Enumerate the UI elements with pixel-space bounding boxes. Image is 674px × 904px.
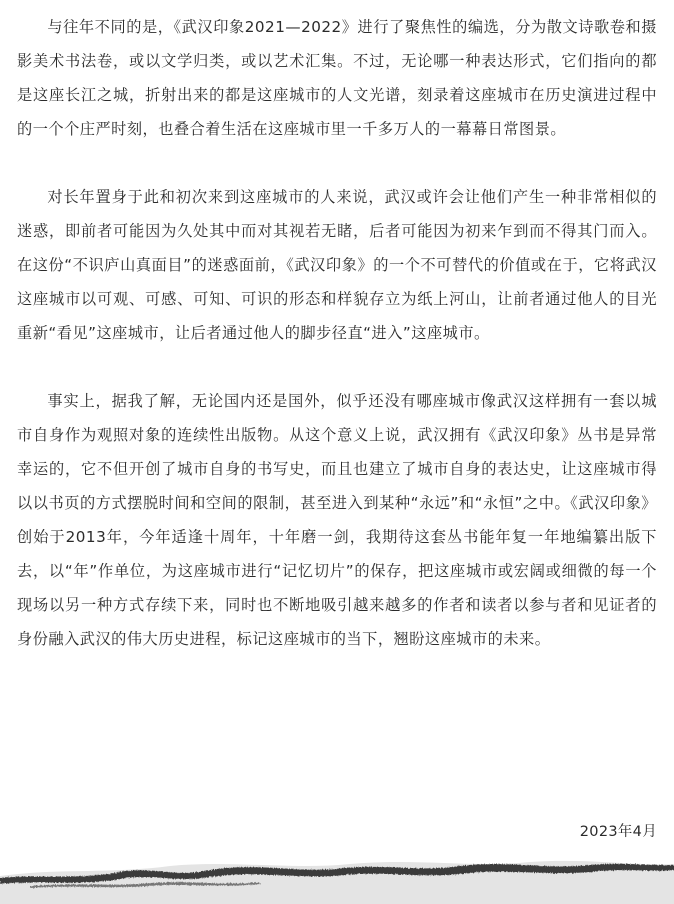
date-line: 2023年4月 bbox=[579, 824, 657, 840]
article-body bbox=[17, 10, 657, 656]
ink-brush-divider bbox=[0, 856, 674, 904]
paragraph-2: 对长年置身于此和初次来到这座城市的人来说，武汉或许会让他们产生一种非常相似的迷惑，即前者可能因为久处其中而对其视若无睹，后者可能因为初来乍到而不得其门而入。在这份“不识庐山真面目”的迷惑面前，《武汉印象》的一个不可替代的价值或在于，它将武汉这座城市以可观、可感、可知、可识的形态和样貌存立为纸上河山，让前者通过他人的目光重新“看见”这座城市，让后者通过他人的脚步径直“进入”这座城市。 bbox=[17, 188, 657, 342]
paragraph-3: 事实上，据我了解，无论国内还是国外，似乎还没有哪座城市像武汉这样拥有一套以城市自身作为观照对象的连续性出版物。从这个意义上说，武汉拥有《武汉印象》丛书是异常幸运的，它不但开创了城市自身的书写史，而且也建立了城市自身的表达史，让这座城市得以以书页的方式摆脱时间和空间的限制，甚至进入到某种“永远”和“永恒”之中。《武汉印象》创始于2013年，今年适逢十周年，十年磨一剑，我期待这套丛书能年复一年地编纂出版下去，以“年”作单位，为这座城市进行“记忆切片”的保存，把这座城市或宏阔或细微的每一个现场以另一种方式存续下来，同时也不断地吸引越来越多的作者和读者以参与者和见证者的身份融入武汉的伟大历史进程，标记这座城市的当下，翘盼这座城市的未来。 bbox=[17, 392, 657, 648]
paragraph-1: 与往年不同的是，《武汉印象2021—2022》进行了聚焦性的编选，分为散文诗歌卷和摄影美术书法卷，或以文学归类，或以艺术汇集。不过，无论哪一种表达形式，它们指向的都是这座长江之城，折射出来的都是这座城市的人文光谱，刻录着这座城市在历史演进过程中的一个个庄严时刻，也叠合着生活在这座城市里一千多万人的一幕幕日常图景。 bbox=[17, 18, 657, 138]
